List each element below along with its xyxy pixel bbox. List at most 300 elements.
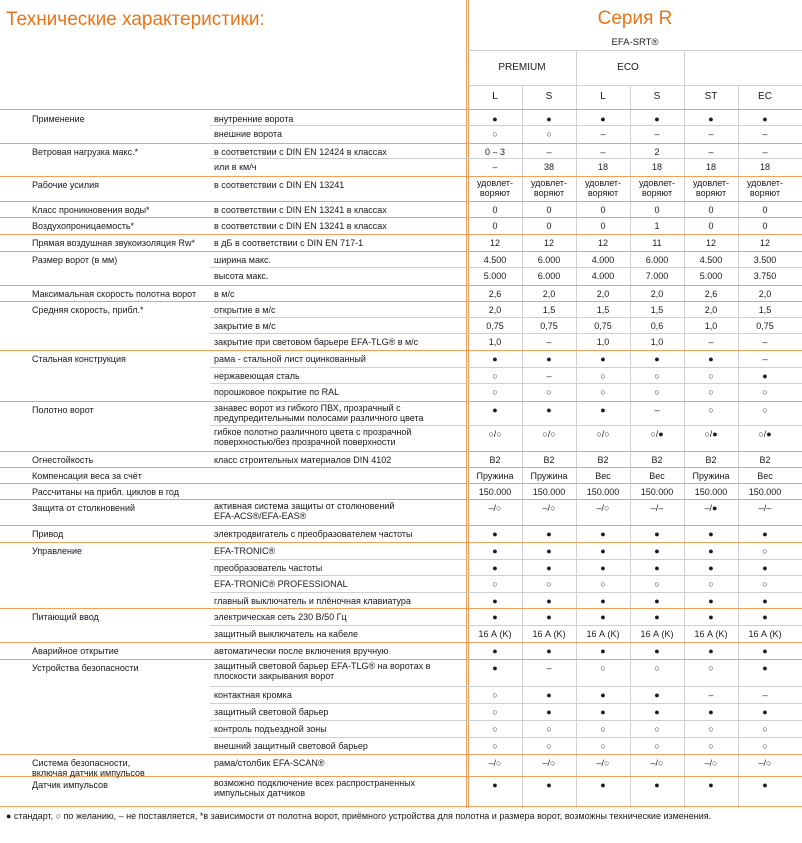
value-cell: ○/● [758, 429, 772, 439]
value-cell: ● [600, 646, 606, 656]
value-cell: ○ [762, 387, 768, 397]
row-divider [0, 251, 802, 252]
value-cell: ○ [762, 405, 768, 415]
value-cell: ● [654, 354, 660, 364]
value-cell: ● [708, 546, 714, 556]
row-divider [0, 451, 802, 452]
value-cell: 150.000 [748, 487, 782, 497]
value-cell: – [600, 129, 606, 139]
value-cell: ● [762, 114, 768, 124]
value-cell: ○ [546, 129, 552, 139]
column-header: L [600, 91, 606, 102]
value-cell: ● [600, 690, 606, 700]
parameter-label: Защита от столкновений [32, 503, 136, 513]
row-divider [0, 201, 802, 202]
value-cell: 18 [705, 162, 716, 172]
value-cell: ○ [762, 546, 768, 556]
value-cell: 6.000 [537, 271, 561, 281]
parameter-label: Аварийное открытие [32, 646, 119, 656]
row-divider [210, 425, 802, 426]
value-cell: ● [762, 663, 768, 673]
parameter-label: Применение [32, 114, 85, 124]
value-cell: ○ [654, 371, 660, 381]
row-divider [0, 350, 802, 351]
value-cell: ● [546, 354, 552, 364]
value-cell: удовлет- воряют [584, 178, 622, 198]
value-cell: ● [762, 371, 768, 381]
value-cell: 0 [708, 221, 714, 231]
value-cell: 16 А (K) [478, 629, 512, 639]
value-cell: ○ [492, 707, 498, 717]
row-divider [0, 642, 802, 643]
value-cell: ● [654, 612, 660, 622]
row-divider [0, 806, 802, 807]
value-cell: ○ [600, 371, 606, 381]
value-cell: ● [492, 354, 498, 364]
condition-label: гибкое полотно различного цвета с прозрачной поверхностью/без прозрачной поверхности [214, 427, 412, 447]
value-cell: – [708, 337, 714, 347]
page-title: Технические характеристики: [6, 9, 265, 30]
value-cell: 0 [600, 221, 606, 231]
value-cell: ● [708, 354, 714, 364]
value-cell: ● [492, 114, 498, 124]
value-cell: – [708, 690, 714, 700]
value-cell: Пружина [692, 471, 730, 481]
value-cell: –/○ [542, 758, 556, 768]
value-cell: ○ [600, 724, 606, 734]
value-cell: ○ [492, 724, 498, 734]
condition-label: закрытие в м/с [214, 321, 276, 331]
value-cell: 6.000 [645, 255, 669, 265]
parameter-label: Устройства безопасности [32, 663, 139, 673]
value-cell: ● [600, 707, 606, 717]
value-cell: 0,75 [594, 321, 612, 331]
value-cell: ● [546, 563, 552, 573]
value-cell: –/○ [704, 758, 718, 768]
header-divider [468, 85, 802, 86]
value-cell: 12 [705, 238, 716, 248]
value-cell: ● [492, 780, 498, 790]
parameter-label: Рассчитаны на прибл. циклов в год [32, 487, 179, 497]
value-cell: ● [546, 114, 552, 124]
value-cell: ● [546, 529, 552, 539]
parameter-label: Максимальная скорость полотна ворот [32, 289, 197, 299]
parameter-label: Система безопасности, включая датчик импульсов [32, 758, 145, 778]
value-cell: 0 [708, 205, 714, 215]
parameter-label: Компенсация веса за счёт [32, 471, 142, 481]
value-cell: ● [600, 596, 606, 606]
model-name: EFA-SRT® [611, 37, 659, 48]
value-cell: ○ [708, 579, 714, 589]
value-cell: B2 [489, 455, 501, 465]
row-divider [0, 499, 802, 500]
value-cell: –/● [704, 503, 718, 513]
value-cell: ○ [708, 663, 714, 673]
condition-label: EFA-TRONIC® PROFESSIONAL [214, 579, 348, 589]
row-divider [210, 575, 802, 576]
value-cell: ● [492, 646, 498, 656]
value-cell: 4.000 [591, 255, 615, 265]
row-divider [0, 401, 802, 402]
value-cell: ● [546, 405, 552, 415]
row-divider [210, 720, 802, 721]
value-cell: 2,0 [542, 289, 556, 299]
value-cell: 2,0 [704, 305, 718, 315]
value-cell: 2,0 [758, 289, 772, 299]
value-cell: ○ [492, 690, 498, 700]
value-cell: ○ [708, 724, 714, 734]
column-header: S [653, 91, 661, 102]
value-cell: 16 А (K) [532, 629, 566, 639]
value-cell: 150.000 [694, 487, 728, 497]
value-cell: ○ [654, 387, 660, 397]
condition-label: класс строительных материалов DIN 4102 [214, 455, 392, 465]
value-cell: Вес [595, 471, 611, 481]
column-header: L [492, 91, 498, 102]
value-cell: ● [654, 690, 660, 700]
value-cell: 150.000 [478, 487, 512, 497]
column-header: EC [758, 91, 772, 102]
condition-label: высота макс. [214, 271, 269, 281]
value-cell: 6.000 [537, 255, 561, 265]
value-cell: ● [708, 563, 714, 573]
value-cell: –/○ [542, 503, 556, 513]
value-cell: ● [600, 612, 606, 622]
value-cell: удовлет- воряют [638, 178, 676, 198]
table-top-rule [0, 109, 802, 110]
condition-label: активная система защиты от столкновений EFA-ACS®/EFA-EAS® [214, 501, 395, 521]
value-cell: ○ [708, 405, 714, 415]
condition-label: внешние ворота [214, 129, 283, 139]
condition-label: в соответствии с DIN EN 12424 в классах [214, 147, 387, 157]
value-cell: ● [492, 405, 498, 415]
value-cell: ● [762, 529, 768, 539]
value-cell: 1,5 [650, 305, 664, 315]
value-cell: 5.000 [699, 271, 723, 281]
row-divider [210, 317, 802, 318]
condition-label: преобразователь частоты [214, 563, 323, 573]
value-cell: 0 [546, 205, 552, 215]
value-cell: ○ [492, 129, 498, 139]
value-cell: ○ [654, 724, 660, 734]
value-cell: ○ [600, 663, 606, 673]
value-cell: 16 А (K) [586, 629, 620, 639]
condition-label: защитный выключатель на кабеле [214, 629, 359, 639]
condition-label: защитный световой барьер [214, 707, 329, 717]
value-cell: ● [708, 612, 714, 622]
condition-label: рама - стальной лист оцинкованный [214, 354, 366, 364]
value-cell: 12 [543, 238, 554, 248]
row-divider [0, 754, 802, 755]
series-title: Серия R [597, 8, 673, 29]
row-divider [0, 176, 802, 177]
value-cell: B2 [759, 455, 771, 465]
value-cell: ○/○ [596, 429, 610, 439]
row-divider [0, 285, 802, 286]
value-cell: ● [762, 596, 768, 606]
value-cell: ● [654, 529, 660, 539]
row-divider [0, 659, 802, 660]
value-cell: ○ [762, 579, 768, 589]
value-cell: 1,5 [596, 305, 610, 315]
group-premium: PREMIUM [498, 62, 546, 73]
value-cell: 1,0 [650, 337, 664, 347]
condition-label: в соответствии с DIN EN 13241 в классах [214, 205, 387, 215]
row-divider [0, 608, 802, 609]
value-cell: ● [762, 646, 768, 656]
value-cell: 150.000 [586, 487, 620, 497]
parameter-label: Полотно ворот [32, 405, 94, 415]
value-cell: B2 [543, 455, 555, 465]
value-cell: –/○ [758, 758, 772, 768]
value-cell: ● [546, 596, 552, 606]
value-cell: 11 [652, 238, 662, 248]
value-cell: – [546, 337, 552, 347]
parameter-label: Датчик импульсов [32, 780, 108, 790]
parameter-label: Стальная конструкция [32, 354, 126, 364]
value-cell: 1,0 [488, 337, 502, 347]
value-cell: ○ [654, 663, 660, 673]
value-cell: ○/● [650, 429, 664, 439]
value-cell: ● [708, 707, 714, 717]
condition-label: открытие в м/с [214, 305, 276, 315]
parameter-label: Рабочие усилия [32, 180, 99, 190]
value-cell: ○ [546, 741, 552, 751]
value-cell: удовлет- воряют [692, 178, 730, 198]
value-cell: ● [492, 529, 498, 539]
parameter-label: Ветровая нагрузка макс.* [32, 147, 139, 157]
value-cell: 2,6 [704, 289, 718, 299]
value-cell: ○/○ [542, 429, 556, 439]
value-cell: ○ [708, 741, 714, 751]
row-divider [210, 333, 802, 334]
row-divider [210, 703, 802, 704]
row-divider [210, 592, 802, 593]
row-divider [210, 158, 802, 159]
value-cell: ○ [546, 387, 552, 397]
condition-label: закрытие при световом барьере EFA-TLG® в м/с [214, 337, 419, 347]
row-divider [210, 267, 802, 268]
value-cell: удовлет- воряют [476, 178, 514, 198]
value-cell: ● [492, 596, 498, 606]
value-cell: 3.500 [753, 255, 777, 265]
value-cell: 12 [759, 238, 770, 248]
value-cell: ○ [546, 724, 552, 734]
value-cell: – [708, 147, 714, 157]
column-header: ST [704, 91, 718, 102]
value-cell: удовлет- воряют [530, 178, 568, 198]
value-cell: –/○ [596, 503, 610, 513]
row-divider [0, 217, 802, 218]
condition-label: главный выключатель и плёночная клавиатура [214, 596, 411, 606]
value-cell: 1,5 [758, 305, 772, 315]
value-cell: 18 [597, 162, 608, 172]
value-cell: ● [492, 663, 498, 673]
value-cell: ● [600, 114, 606, 124]
value-cell: 12 [489, 238, 500, 248]
row-divider [0, 525, 802, 526]
group-eco: ECO [617, 62, 639, 73]
value-cell: ○ [492, 371, 498, 381]
footnote: ● стандарт, ○ по желанию, – не поставляется, *в зависимости от полотна ворот, приёмного устройства для полотна и размера ворот, возможны технические изменения. [6, 811, 712, 821]
condition-label: контроль подъездной зоны [214, 724, 327, 734]
value-cell: ● [708, 646, 714, 656]
value-cell: ○ [762, 724, 768, 734]
value-cell: ● [708, 596, 714, 606]
value-cell: ● [600, 529, 606, 539]
value-cell: – [762, 147, 768, 157]
value-cell: 16 А (K) [694, 629, 728, 639]
value-cell: – [762, 690, 768, 700]
condition-label: ширина макс. [214, 255, 271, 265]
value-cell: 5.000 [483, 271, 507, 281]
value-cell: ● [600, 780, 606, 790]
value-cell: 0 – 3 [484, 147, 506, 157]
condition-label: автоматически после включения вручную [214, 646, 389, 656]
value-cell: ● [654, 707, 660, 717]
row-divider [210, 625, 802, 626]
value-cell: ● [654, 114, 660, 124]
value-cell: ● [762, 563, 768, 573]
value-cell: B2 [597, 455, 609, 465]
value-cell: B2 [705, 455, 717, 465]
value-cell: – [762, 129, 768, 139]
value-cell: 150.000 [532, 487, 566, 497]
value-cell: – [492, 162, 498, 172]
value-cell: 150.000 [640, 487, 674, 497]
value-cell: ○/○ [488, 429, 502, 439]
value-cell: ● [546, 780, 552, 790]
value-cell: 0,75 [756, 321, 774, 331]
row-divider [0, 234, 802, 235]
value-cell: – [762, 354, 768, 364]
condition-label: возможно подключение всех распространенных импульсных датчиков [214, 778, 416, 798]
column-header: S [545, 91, 553, 102]
condition-label: в м/с [214, 289, 235, 299]
value-cell: – [654, 405, 660, 415]
parameter-label: Управление [32, 546, 83, 556]
value-cell: 1,0 [704, 321, 718, 331]
header-divider [468, 50, 802, 51]
row-divider [0, 467, 802, 468]
value-cell: 0,6 [650, 321, 664, 331]
value-cell: ○ [492, 579, 498, 589]
value-cell: ○/● [704, 429, 718, 439]
value-cell: 0,75 [486, 321, 504, 331]
value-cell: ● [654, 780, 660, 790]
condition-label: защитный световой барьер EFA-TLG® на воротах в плоскости закрывания ворот [214, 661, 431, 681]
row-divider [0, 542, 802, 543]
value-cell: 18 [651, 162, 662, 172]
value-cell: Вес [649, 471, 665, 481]
condition-label: в соответствии с DIN EN 13241 в классах [214, 221, 387, 231]
value-cell: –/○ [488, 758, 502, 768]
parameter-label: Привод [32, 529, 64, 539]
value-cell: ● [600, 405, 606, 415]
value-cell: – [546, 371, 552, 381]
value-cell: 4.500 [699, 255, 723, 265]
condition-label: порошковое покрытие по RAL [214, 387, 340, 397]
value-cell: ● [600, 354, 606, 364]
condition-label: электродвигатель с преобразователем частоты [214, 529, 413, 539]
value-cell: 0 [654, 205, 660, 215]
value-cell: ● [762, 780, 768, 790]
value-cell: ○ [708, 387, 714, 397]
value-cell: 2,0 [596, 289, 610, 299]
value-cell: 0 [546, 221, 552, 231]
value-cell: ● [546, 546, 552, 556]
value-cell: Пружина [476, 471, 514, 481]
parameter-label: Прямая воздушная звукоизоляция Rw* [32, 238, 195, 248]
value-cell: ● [762, 707, 768, 717]
row-divider [210, 125, 802, 126]
condition-label: занавес ворот из гибкого ПВХ, прозрачный с предупредительными полосами различного цвета [214, 403, 424, 423]
condition-label: нержавеющая сталь [214, 371, 300, 381]
value-cell: ○ [600, 579, 606, 589]
condition-label: или в км/ч [214, 162, 257, 172]
value-cell: 1 [654, 221, 660, 231]
value-cell: ○ [654, 579, 660, 589]
value-cell: – [546, 663, 552, 673]
value-cell: 0 [600, 205, 606, 215]
value-cell: 0 [762, 221, 768, 231]
value-cell: 38 [543, 162, 554, 172]
value-cell: ● [600, 563, 606, 573]
value-cell: ● [708, 529, 714, 539]
value-cell: ● [654, 646, 660, 656]
value-cell: ● [708, 114, 714, 124]
parameter-label: Средняя скорость, прибл.* [32, 305, 144, 315]
value-cell: ● [762, 612, 768, 622]
row-divider [0, 301, 802, 302]
value-cell: 7.000 [645, 271, 669, 281]
value-cell: 0,75 [540, 321, 558, 331]
value-cell: –/– [758, 503, 772, 513]
parameter-label: Огнестойкость [32, 455, 94, 465]
parameter-label: Размер ворот (в мм) [32, 255, 118, 265]
row-divider [210, 383, 802, 384]
condition-label: внутренние ворота [214, 114, 294, 124]
row-divider [0, 483, 802, 484]
value-cell: ● [546, 707, 552, 717]
value-cell: 2,6 [488, 289, 502, 299]
value-cell: ● [546, 646, 552, 656]
value-cell: 2,0 [650, 289, 664, 299]
value-cell: –/○ [488, 503, 502, 513]
value-cell: 0 [762, 205, 768, 215]
value-cell: ● [708, 780, 714, 790]
value-cell: ○ [762, 741, 768, 751]
value-cell: – [600, 147, 606, 157]
value-cell: 18 [759, 162, 770, 172]
value-cell: – [708, 129, 714, 139]
condition-label: внешний защитный световой барьер [214, 741, 368, 751]
value-cell: –/○ [650, 758, 664, 768]
value-cell: 4.500 [483, 255, 507, 265]
value-cell: 1,0 [596, 337, 610, 347]
value-cell: ○ [546, 579, 552, 589]
row-divider [210, 737, 802, 738]
value-cell: ● [654, 546, 660, 556]
value-cell: Пружина [530, 471, 568, 481]
value-cell: ● [546, 612, 552, 622]
value-cell: – [654, 129, 660, 139]
value-cell: ● [492, 563, 498, 573]
value-cell: ○ [600, 741, 606, 751]
value-cell: 0 [492, 221, 498, 231]
value-cell: ● [654, 563, 660, 573]
value-cell: 16 А (K) [748, 629, 782, 639]
